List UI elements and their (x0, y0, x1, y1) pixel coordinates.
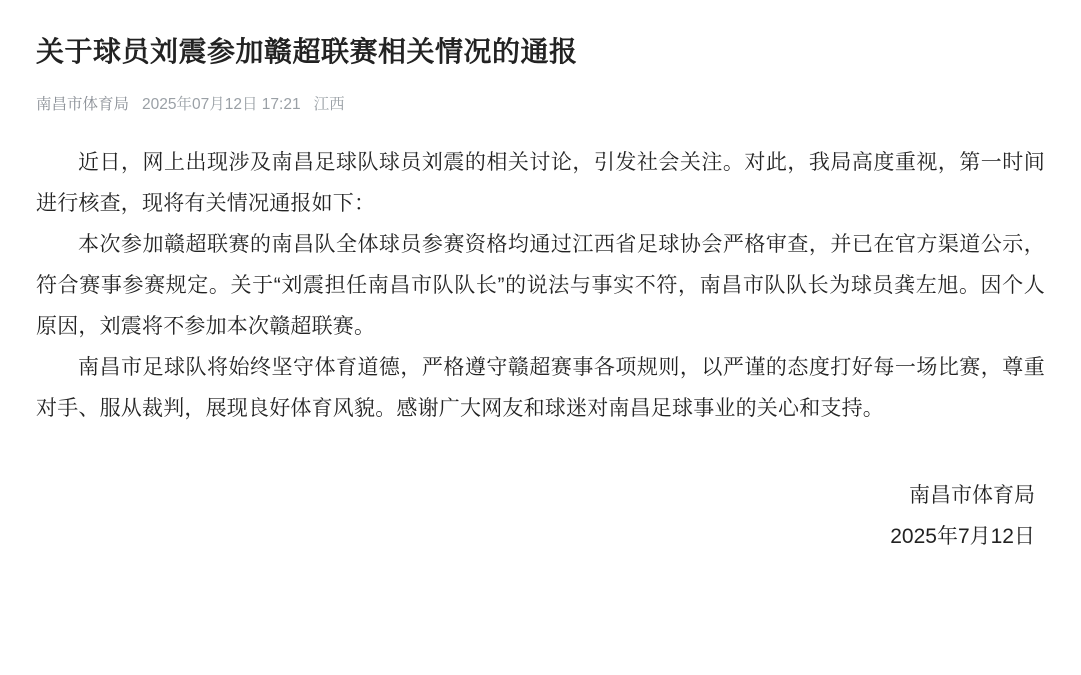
article-timestamp: 2025年07月12日 17:21 (142, 96, 301, 113)
article-source[interactable]: 南昌市体育局 (36, 96, 130, 113)
article-paragraph: 近日，网上出现涉及南昌足球队球员刘震的相关讨论，引发社会关注。对此，我局高度重视，第一时间进行核查，现将有关情况通报如下： (36, 151, 1045, 215)
article-paragraph: 南昌市足球队将始终坚守体育道德，严格遵守赣超赛事各项规则，以严谨的态度打好每一场比赛，尊重对手、服从裁判，展现良好体育风貌。感谢广大网友和球迷对南昌足球事业的关心和支持。 (36, 356, 1045, 420)
signature-org: 南昌市体育局 (909, 484, 1035, 507)
article-region: 江西 (313, 96, 345, 113)
article-body (36, 142, 1045, 429)
page-title: 关于球员刘震参加赣超联赛相关情况的通报 (36, 36, 578, 67)
article-paragraph: 本次参加赣超联赛的南昌队全体球员参赛资格均通过江西省足球协会严格审查，并已在官方渠道公示，符合赛事参赛规定。关于“刘震担任南昌市队队长”的说法与事实不符，南昌市队队长为球员龚左旭。因个人原因，刘震将不参加本次赣超联赛。 (36, 233, 1045, 338)
signature-date: 2025年7月12日 (890, 525, 1035, 548)
article-meta (36, 94, 1045, 116)
article-signature (36, 475, 1045, 557)
